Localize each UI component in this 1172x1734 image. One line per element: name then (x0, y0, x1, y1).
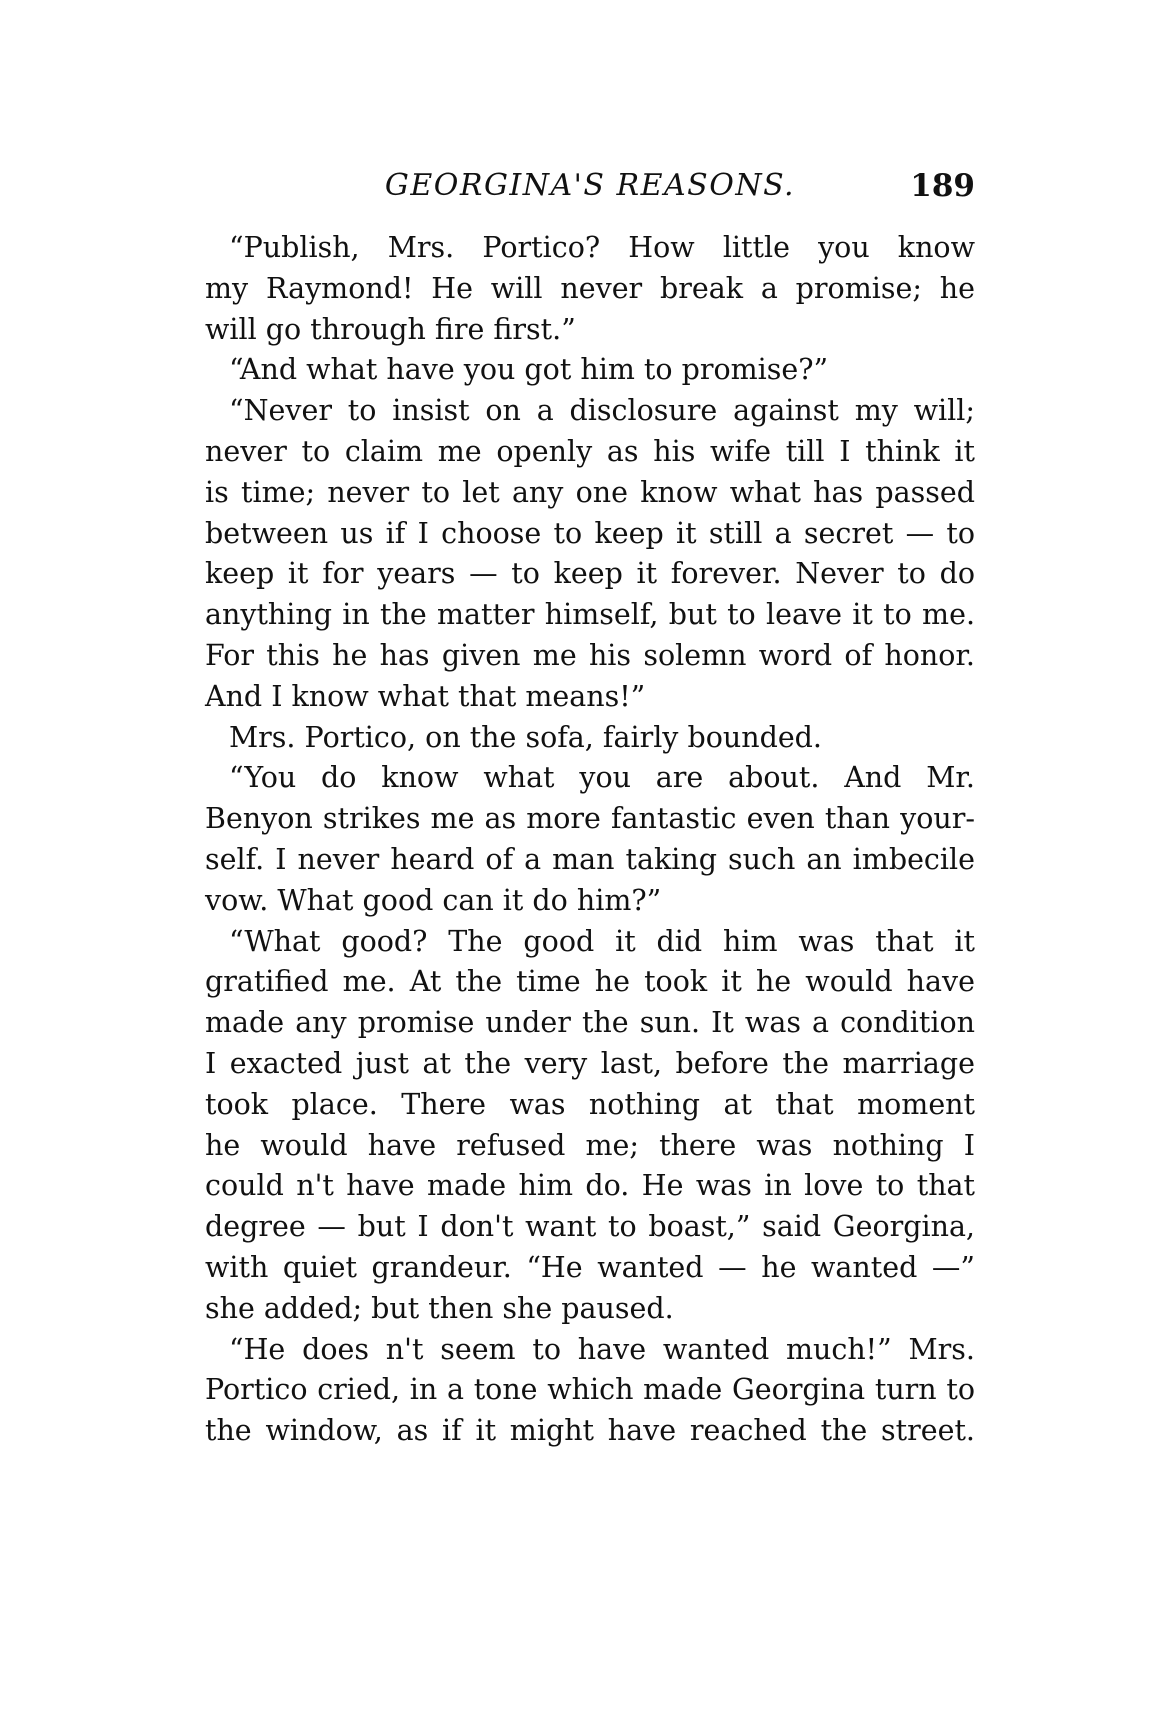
text-line: For this he has given me his solemn word of honor. (205, 638, 975, 672)
text-line: will go through fire first.” (205, 312, 576, 346)
text-line: took place. There was nothing at that moment (205, 1087, 975, 1121)
text-line: keep it for years — to keep it forever. Never to do (205, 557, 975, 591)
text-line: gratified me. At the time he took it he would have (205, 965, 975, 999)
text-line: And I know what that means!” (205, 679, 646, 713)
text-line: “You do know what you are about. And Mr. (229, 761, 975, 795)
text-line: made any promise under the sun. It was a condition (205, 1006, 975, 1040)
text-line: I exacted just at the very last, before the marriage (205, 1046, 975, 1080)
text-line: self. I never heard of a man taking such an imbecile (205, 842, 975, 876)
text-line: could n't have made him do. He was in love to that (205, 1169, 975, 1203)
running-title: GEORGINA'S REASONS. (384, 168, 796, 203)
text-line: vow. What good can it do him?” (205, 883, 662, 917)
text-line: anything in the matter himself, but to leave it to me. (205, 598, 975, 632)
text-line: “And what have you got him to promise?” (229, 353, 829, 387)
text-line: my Raymond! He will never break a promise; he (205, 271, 975, 305)
body-text (205, 228, 975, 1452)
text-line: between us if I choose to keep it still a secret — to (205, 516, 975, 550)
text-line: Portico cried, in a tone which made Georgina turn to (205, 1373, 975, 1407)
text-line: “Publish, Mrs. Portico? How little you know (229, 231, 975, 264)
page-number: 189 (910, 168, 975, 204)
running-head (205, 162, 975, 210)
text-line: “Never to insist on a disclosure against my will; (229, 394, 975, 428)
text-line: degree — but I don't want to boast,” said Georgina, (205, 1210, 975, 1244)
text-line: she added; but then she paused. (205, 1291, 674, 1325)
text-line: “He does n't seem to have wanted much!” Mrs. (229, 1332, 975, 1366)
text-line: Mrs. Portico, on the sofa, fairly bounded. (229, 720, 822, 754)
text-line: with quiet grandeur. “He wanted — he wanted —” (205, 1250, 975, 1284)
text-line: is time; never to let any one know what has passed (205, 475, 975, 509)
text-line: the window, as if it might have reached the street. (205, 1414, 975, 1448)
text-line: never to claim me openly as his wife till I think it (205, 434, 975, 468)
text-line: Benyon strikes me as more fantastic even than your- (205, 802, 975, 836)
text-line: he would have refused me; there was nothing I (205, 1128, 975, 1162)
text-line: “What good? The good it did him was that it (229, 924, 975, 958)
